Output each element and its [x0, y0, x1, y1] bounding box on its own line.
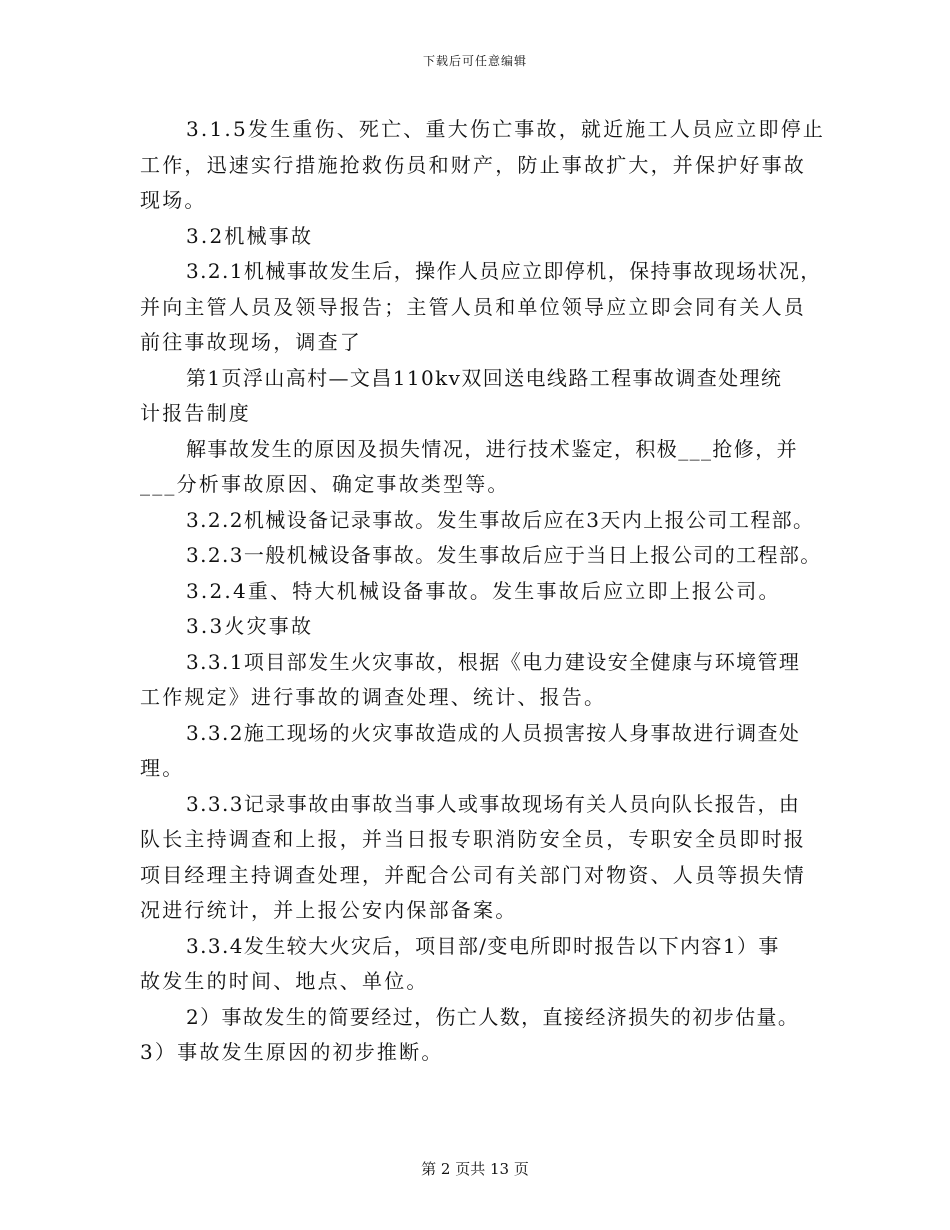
- document-body: [140, 112, 830, 1071]
- text-line: 3）事故发生原因的初步推断。: [140, 1040, 444, 1064]
- text-line: 工作，迅速实行措施抢救伤员和财产，防止事故扩大，并保护好事故: [140, 152, 806, 177]
- text-line: 并向主管人员及领导报告；主管人员和单位领导应立即会同有关人员: [140, 294, 806, 319]
- text-line: 2）事故发生的简要经过，伤亡人数，直接经济损失的初步估量。: [186, 1004, 800, 1029]
- page-header: 下载后可任意编辑: [422, 54, 527, 68]
- text-line: 3.3.2施工现场的火灾事故造成的人员损害按人身事故进行调查处: [186, 720, 801, 745]
- text-line: 故发生的时间、地点、单位。: [140, 969, 429, 993]
- text-line: 3.1.5发生重伤、死亡、重大伤亡事故，就近施工人员应立即停止: [186, 117, 826, 141]
- text-line: 现场。: [140, 188, 207, 212]
- text-line: 第1页浮山高村—文昌110kv双回送电线路工程事故调查处理统: [186, 365, 783, 390]
- text-line: 3.2.2机械设备记录事故。发生事故后应在3天内上报公司工程部。: [186, 507, 815, 532]
- text-line: 3.2.1机械事故发生后，操作人员应立即停机，保持事故现场状况，: [186, 259, 822, 283]
- page-footer: 第 2 页共 13 页: [421, 1160, 529, 1178]
- text-line: 3.2.3一般机械设备事故。发生事故后应于当日上报公司的工程部。: [186, 543, 822, 567]
- text-line: 工作规定》进行事故的调查处理、统计、报告。: [140, 685, 607, 709]
- text-line: 解事故发生的原因及损失情况，进行技术鉴定，积极___抢修，并: [186, 436, 798, 461]
- text-line: ___分析事故原因、确定事故类型等。: [140, 472, 510, 496]
- text-line: 前往事故现场，调查了: [140, 330, 362, 354]
- text-line: 计报告制度: [140, 401, 251, 425]
- text-line: 3.3.1项目部发生火灾事故，根据《电力建设安全健康与环境管理: [186, 649, 801, 674]
- text-line: 3.2.4重、特大机械设备事故。发生事故后应立即上报公司。: [186, 578, 781, 603]
- text-line: 3.3火灾事故: [186, 614, 314, 638]
- text-line: 3.3.4发生较大火灾后，项目部/变电所即时报告以下内容1）事: [186, 933, 780, 958]
- text-line: 3.2机械事故: [186, 223, 314, 248]
- text-line: 队长主持调查和上报，并当日报专职消防安全员，专职安全员即时报: [140, 827, 806, 851]
- text-line: 理。: [140, 756, 185, 780]
- text-line: 项目经理主持调查处理，并配合公司有关部门对物资、人员等损失情: [140, 862, 806, 887]
- text-line: 况进行统计，并上报公安内保部备案。: [140, 898, 518, 922]
- text-line: 3.3.3记录事故由事故当事人或事故现场有关人员向队长报告，由: [186, 791, 801, 816]
